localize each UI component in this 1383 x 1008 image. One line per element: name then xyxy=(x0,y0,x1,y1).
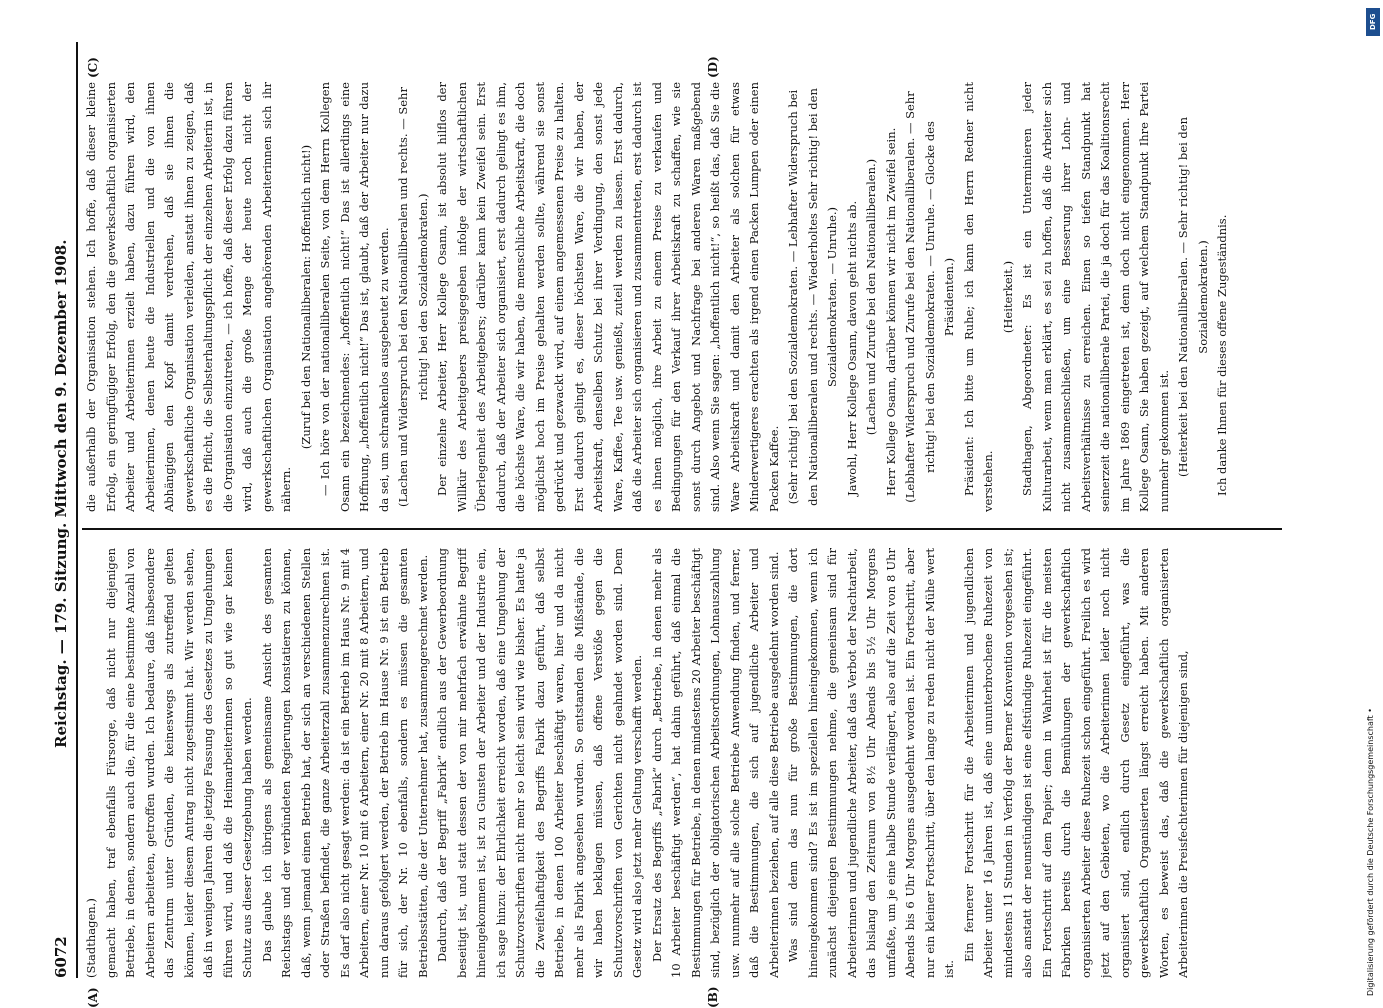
paragraph: — Ich höre von der nationalliberalen Seite, von dem Herrn Kollegen Osann ein bezeichnendes: „hoffentlich nicht!“ Das ist allerdings eine Hoffnung, „hoffentlich nicht!“ Das ist, glaubt, daß der Arbeiter nur dazu da sei, um schrankenlos ausgebeutet zu werden. xyxy=(316,82,394,512)
paragraph: Das glaube ich übrigens als gemeinsame Ansicht des gesamten Reichstags und der verbündeten Regierungen konstatieren zu können, daß, wenn jemand einen Betrieb hat, der sich an verschiedenen Stellen oder Straßen befindet, die ganze Arbeiterzahl zusammenzurechnen ist. Es darf also nicht gesagt werden: da ist ein Betrieb im Haus Nr. 9 mit 4 Arbeitern, einer Nr. 10 mit 6 Arbeitern, einer Nr. 20 mit 8 Arbeitern, und nun daraus gefolgert werden, der Betrieb im Hause Nr. 9 ist ein Betrieb für sich, der Nr. 10 ebenfalls, sondern es müssen die gesamten Betriebsstätten, die der Unternehmer hat, zusammengerechnet werden. xyxy=(258,548,434,978)
interjection: (Zuruf bei den Nationalliberalen: Hoffentlich nicht!) xyxy=(297,82,317,512)
paragraph: die außerhalb der Organisation stehen. Ich hoffe, daß dieser kleine Erfolg, ein geringfügiger Erfolg, den die gewerkschaftlich organisierten Arbeiter und Arbeiterinnen erzielt haben, dazu führen wird, den Arbeiterinnen, denen heute die Industriellen und die von ihnen Abhängigen den Kopf damit verdrehen, daß sie ihnen die gewerkschaftliche Organisation verleiden, anstatt ihnen zu zeigen, daß es die Pflicht, die Selbsterhaltungspflicht der einzelnen Arbeiterin ist, in die Organisation einzutreten, — ich hoffe, daß dieser Erfolg dazu führen wird, daß auch die große Menge der heute noch nicht der gewerkschaftlichen Organisation angehörenden Arbeiterinnen sich ihr nähern. xyxy=(82,82,297,512)
interjection: (Lachen und Zurufe bei den Nationalliberalen.) xyxy=(862,82,882,512)
header-rule xyxy=(76,42,78,978)
margin-marker-b: (B) xyxy=(706,987,720,1008)
paragraph: Herr Kollege Osann, darüber können wir nicht im Zweifel sein. xyxy=(882,82,902,512)
interjection: (Lebhafter Widerspruch und Zurufe bei den Nationalliberalen. — Sehr richtig! bei den Sozialdemokraten. — Unruhe. — Glocke des Präsidenten.) xyxy=(901,82,960,512)
margin-marker-a: (A) xyxy=(86,987,100,1008)
rotated-page-content xyxy=(46,42,1346,978)
paragraph: Was sind denn das nun für große Bestimmungen, die dort hineingekommen sind? Es ist im speziellen hineingekommen, wenn ich zunächst diejenigen Bestimmungen nehme, die gemeinsam sind für Arbeiterinnen und jugendliche Arbeiter, daß das Verbot der Nachtarbeit, das bislang den Zeitraum von 8½ Uhr Abends bis 5½ Uhr Morgens umfaßte, um je eine halbe Stunde verlängert, also auf die Zeit von 8 Uhr Abends bis 6 Uhr Morgens ausgedehnt worden ist. Ein Fortschritt, aber nur ein kleiner Fortschritt, über den lange zu reden nicht der Mühe wert ist. xyxy=(784,548,960,978)
paragraph: Der einzelne Arbeiter, Herr Kollege Osann, ist absolut hilflos der Willkür des Arbeitgebers preisgegeben infolge der wirtschaftlichen Überlegenheit des Arbeitgebers; darüber kann kein Zweifel sein. Erst dadurch, daß der Arbeiter sich organisiert, erst dadurch gelingt es ihm, die höchste Ware, die wir haben, die menschliche Arbeitskraft, die doch möglichst hoch im Preise gehalten werden sollte, während sie sonst gedrückt und gezwackt wird, auf einem angemessenen Preise zu halten. Erst dadurch gelingt es, dieser höchsten Ware, die wir haben, der Arbeitskraft, denselben Schutz bei ihrer Verdingung, den sonst jede Ware, Kaffee, Tee usw. genießt, zuteil werden zu lassen. Erst dadurch, daß die Arbeiter sich organisieren und zusammentreten, erst dadurch ist es ihnen möglich, ihre Arbeit zu einem Preise zu verkaufen und Bedingungen für den Verkauf ihrer Arbeitskraft zu schaffen, wie sie sonst durch Angebot und Nachfrage bei anderen Waren maßgebend sind. Also wenn Sie sagen: „hoffentlich nicht!“, so heißt das, daß Sie die Ware Arbeitskraft und damit den Arbeiter als solchen für etwas Minderwertigeres erachten als irgend einen Packen Lumpen oder einen Packen Kaffee. xyxy=(433,82,784,512)
interjection: (Sehr richtig! bei den Sozialdemokraten. — Lebhafter Widerspruch bei den Nationalliberalen und rechts. — Wiederholtes Sehr richtig! bei den Sozialdemokraten. — Unruhe.) xyxy=(784,82,843,512)
paragraph: gemacht haben, traf ebenfalls Fürsorge, daß nicht nur diejenigen Betriebe, in denen, sondern auch die, für die eine bestimmte Anzahl von Arbeitern arbeiteten, getroffen wurden. Ich bedaure, daß insbesondere das Zentrum unter Gründen, die keineswegs als zutreffend gelten können, leider diesem Antrag nicht zugestimmt hat. Wir werden sehen, daß in wenigen Jahren die jetzige Fassung des Gesetzes zu Umgehungen führen wird, und daß die Heimarbeiterinnen so gut wie gar keinen Schutz aus dieser Gesetzgebung haben werden. xyxy=(102,548,258,978)
page-number: 6072 xyxy=(52,936,70,978)
interjection: (Heiterkeit bei den Nationalliberalen. — Sehr richtig! bei den Sozialdemokraten.) xyxy=(1174,82,1213,512)
digitization-note: Digitalisierung gefördert durch die Deutsche Forschungsgemeinschaft • xyxy=(1366,708,1375,996)
right-column xyxy=(82,82,1282,512)
page-header xyxy=(46,42,76,978)
paragraph: Präsident: Ich bitte um Ruhe; ich kann den Herrn Redner nicht verstehen. xyxy=(960,82,999,512)
column-separator xyxy=(82,528,1282,530)
interjection: (Heiterkeit.) xyxy=(999,82,1019,512)
paragraph: Dadurch, daß der Begriff „Fabrik“ endlich aus der Gewerbeordnung beseitigt ist, und statt dessen der von mir mehrfach erwähnte Begriff hineingekommen ist, ist zu Gunsten der Arbeiter und der Industrie ein, ich sage hinzu: der Ehrlichkeit erreicht worden, daß eine Umgehung der Schutzvorschriften nicht mehr so leicht sein wird wie bisher. Es hatte ja die Zweifelhaftigkeit des Begriffs Fabrik dazu geführt, daß selbst Betriebe, in denen 100 Arbeiter beschäftigt waren, hier und da nicht mehr als Fabrik angesehen wurden. So entstanden die Mißstände, die wir haben beklagen müssen, daß offene Verstöße gegen die Schutzvorschriften von Gerichten nicht geahndet worden sind. Dem Gesetz wird also jetzt mehr Geltung verschafft werden. xyxy=(433,548,648,978)
running-title: Reichstag. — 179. Sitzung. Mittwoch den 9. Dezember 1908. xyxy=(52,240,70,748)
paragraph: Jawohl, Herr Kollege Osann, davon geht nichts ab. xyxy=(843,82,863,512)
paragraph: Stadthagen, Abgeordneter: Es ist ein Unterminieren jeder Kulturarbeit, wenn man erklärt, es sei zu hoffen, daß die Arbeiter sich nicht zusammenschließen, um eine Besserung ihrer Lohn- und Arbeitsverhältnisse zu erreichen. Einen so tiefen Standpunkt hat seinerzeit die nationalliberale Partei, die ja doch für das Koalitionsrecht im Jahre 1869 eingetreten ist, denn doch nicht eingenommen. Herr Kollege Osann, Sie haben gezeigt, auf welchem Standpunkt Ihre Partei nunmehr gekommen ist. xyxy=(1018,82,1174,512)
dfg-logo: DFG xyxy=(1366,8,1380,36)
left-column xyxy=(82,548,1282,978)
paragraph: Der Ersatz des Begriffs „Fabrik“ durch „Betriebe, in denen mehr als 10 Arbeiter beschäftigt werden“, hat dahin geführt, daß einmal die Bestimmungen für Betriebe, in denen mindestens 20 Arbeiter beschäftigt sind, bezüglich der obligatorischen Arbeitsordnungen, Lohnauszahlung usw. nunmehr auf alle solche Betriebe Anwendung finden, und ferner, daß die Bestimmungen, die sich auf jugendliche Arbeiter und Arbeiterinnen beziehen, auf alle diese Betriebe ausgedehnt worden sind. xyxy=(648,548,785,978)
speaker-tag: (Stadthagen.) xyxy=(82,548,102,978)
paragraph: Ich danke Ihnen für dieses offene Zugeständnis. xyxy=(1213,82,1233,512)
margin-marker-c: (C) xyxy=(86,57,100,78)
margin-marker-d: (D) xyxy=(706,56,720,78)
paragraph: Ein fernerer Fortschritt für die Arbeiterinnen und jugendlichen Arbeiter unter 16 Jahren ist, daß eine ununterbrochene Ruhezeit von mindestens 11 Stunden in Verfolg der Berner Konvention vorgesehen ist; also anstatt der neunstündigen ist eine elfstündige Ruhezeit eingeführt. Ein Fortschritt auf dem Papier; denn in Wahrheit ist für die meisten Fabriken bereits durch die Bemühungen der gewerkschaftlich organisierten Arbeiter diese Ruhezeit schon eingeführt. Freilich es wird jetzt auf den Gebieten, wo die Arbeiterinnen leider noch nicht organisiert sind, endlich durch Gesetz eingeführt, was die gewerkschaftlich Organisierten längst erreicht haben. Mit anderen Worten, es beweist das, daß die gewerkschaftlich organisierten Arbeiterinnen die Preisfechterinnen für diejenigen sind, xyxy=(960,548,1194,978)
interjection: (Lachen und Widerspruch bei den Nationalliberalen und rechts. — Sehr richtig! bei den Sozialdemokraten.) xyxy=(394,82,433,512)
